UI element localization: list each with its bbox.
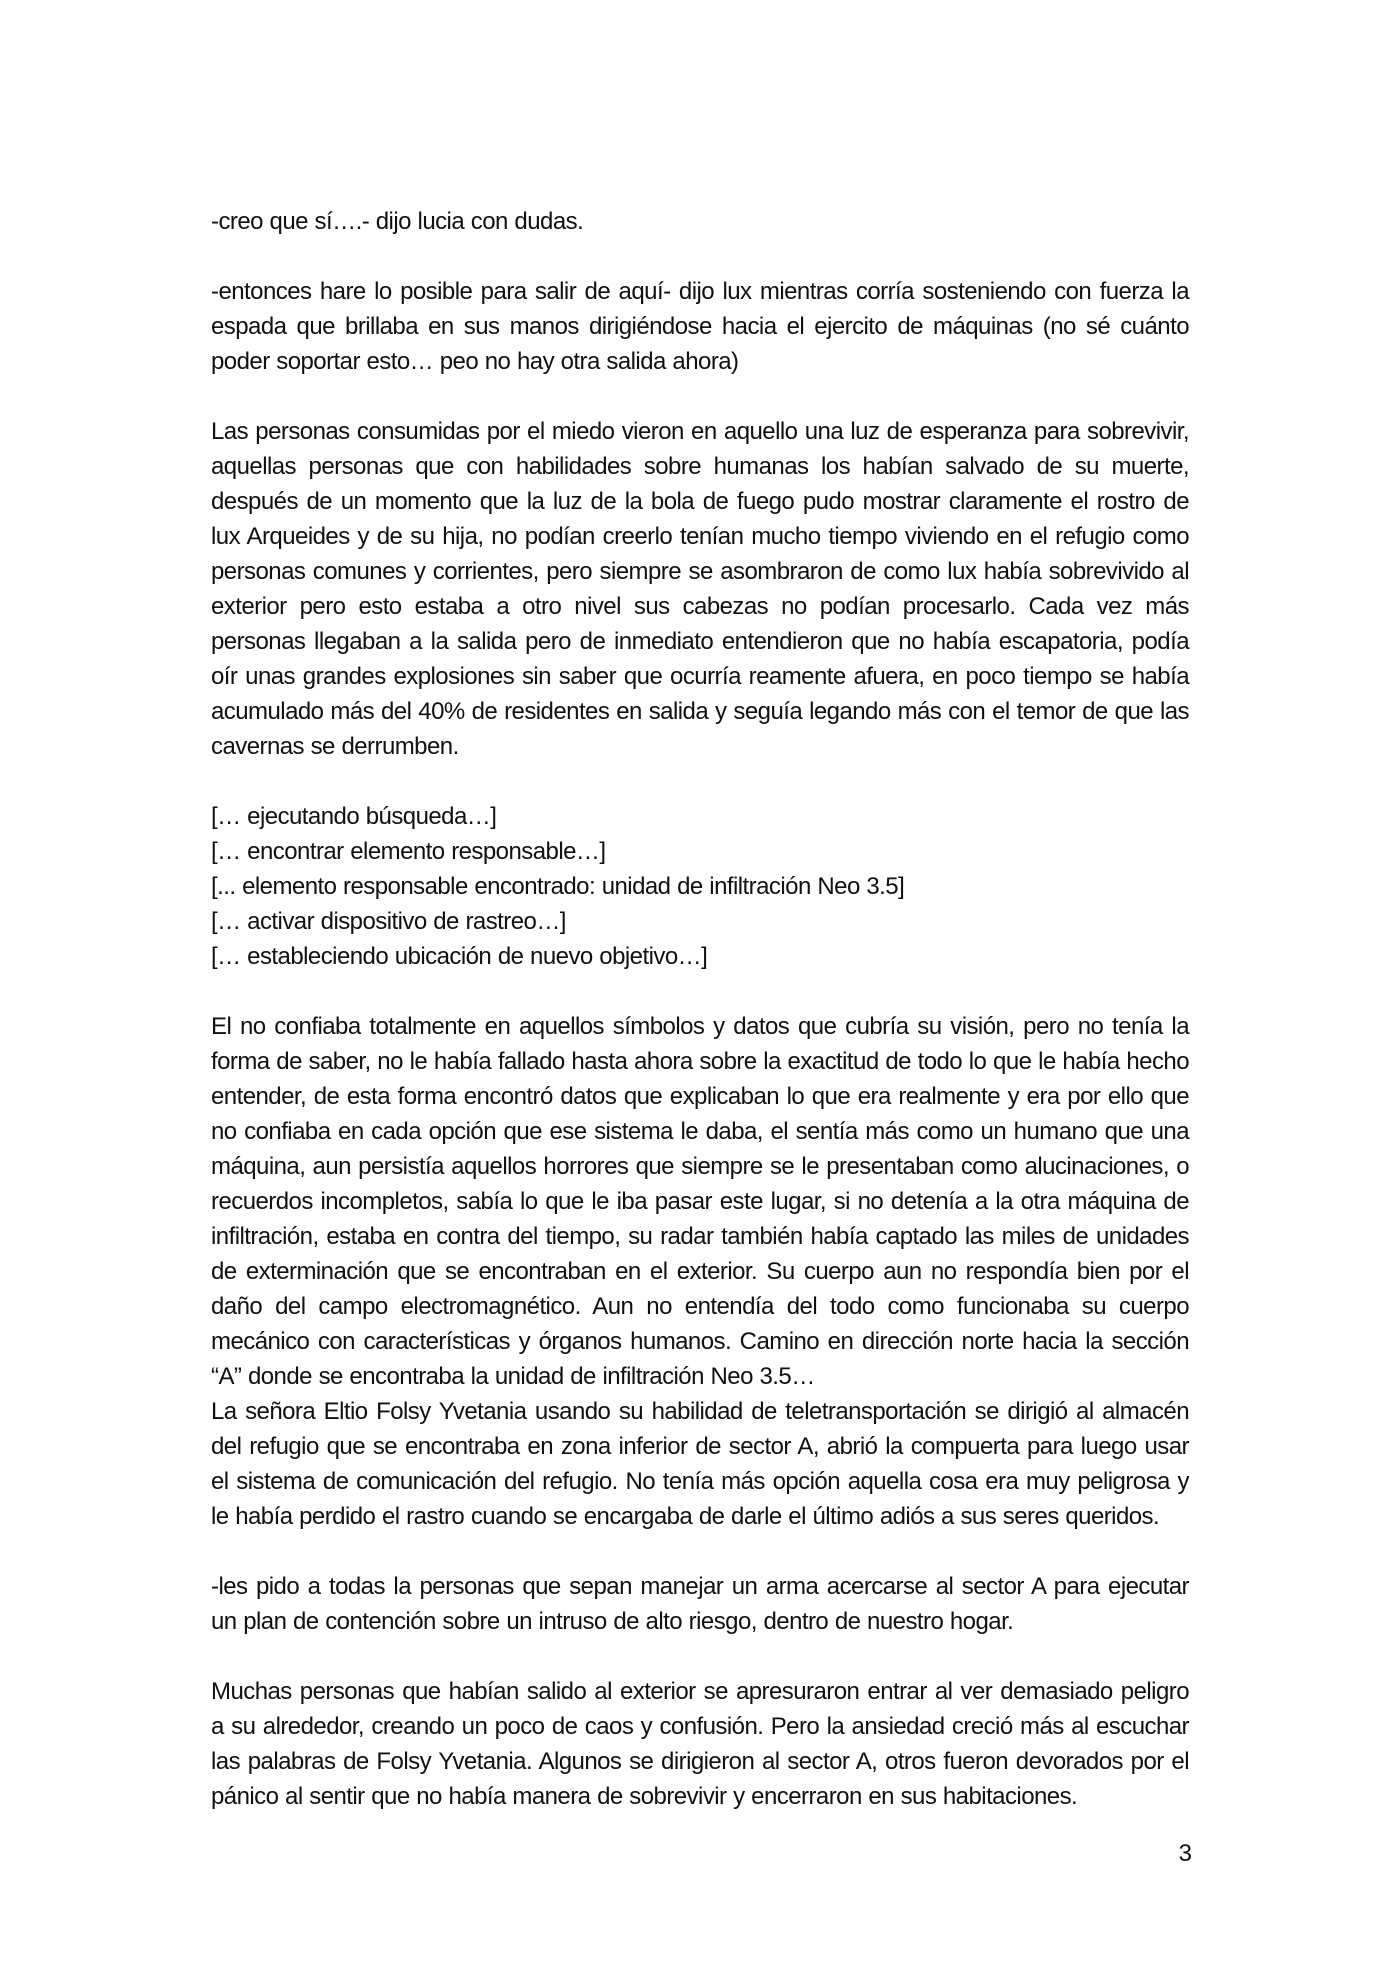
system-log-line: [… activar dispositivo de rastreo…] xyxy=(211,908,566,935)
narrative-paragraph: La señora Eltio Folsy Yvetania usando su habilidad de teletransportación se dirigió al almacén del refugio que se encontraba en zona inferior de sector A, abrió la compuerta para luego usar el sistema de comunicación del refugio. No tenía más opción aquella cosa era muy peligrosa y le había perdido el rastro cuando se encargaba de darle el último adiós a sus seres queridos. xyxy=(211,1398,1189,1530)
system-log-line: [… estableciendo ubicación de nuevo objetivo…] xyxy=(211,943,708,970)
dialogue-paragraph: -les pido a todas la personas que sepan manejar un arma acercarse al sector A para ejecutar un plan de contención sobre un intruso de alto riesgo, dentro de nuestro hogar. xyxy=(211,1573,1189,1635)
narrative-paragraph: Las personas consumidas por el miedo vieron en aquello una luz de esperanza para sobrevivir, aquellas personas que con habilidades sobre humanas los habían salvado de su muerte, después de un momento que la luz de la bola de fuego pudo mostrar claramente el rostro de lux Arqueides y de su hija, no podían creerlo tenían mucho tiempo viviendo en el refugio como personas comunes y corrientes, pero siempre se asombraron de como lux había sobrevivido al exterior pero esto estaba a otro nivel sus cabezas no podían procesarlo. Cada vez más personas llegaban a la salida pero de inmediato entendieron que no había escapatoria, podía oír unas grandes explosiones sin saber que ocurría reamente afuera, en poco tiempo se había acumulado más del 40% de residentes en salida y seguía legando más con el temor de que las cavernas se derrumben. xyxy=(211,418,1189,760)
page-number: 3 xyxy=(1178,1840,1192,1867)
system-log-line: [… encontrar elemento responsable…] xyxy=(211,838,606,865)
page-body xyxy=(211,204,1189,1814)
dialogue-paragraph: -creo que sí….- dijo lucia con dudas. xyxy=(211,208,584,235)
system-log-line: [... elemento responsable encontrado: unidad de infiltración Neo 3.5] xyxy=(211,873,905,900)
system-log-line: [… ejecutando búsqueda…] xyxy=(211,803,497,830)
narrative-paragraph: Muchas personas que habían salido al exterior se apresuraron entrar al ver demasiado peligro a su alrededor, creando un poco de caos y confusión. Pero la ansiedad creció más al escuchar las palabras de Folsy Yvetania. Algunos se dirigieron al sector A, otros fueron devorados por el pánico al sentir que no había manera de sobrevivir y encerraron en sus habitaciones. xyxy=(211,1678,1189,1810)
narrative-paragraph: El no confiaba totalmente en aquellos símbolos y datos que cubría su visión, pero no tenía la forma de saber, no le había fallado hasta ahora sobre la exactitud de todo lo que le había hecho entender, de esta forma encontró datos que explicaban lo que era realmente y era por ello que no confiaba en cada opción que ese sistema le daba, el sentía más como un humano que una máquina, aun persistía aquellos horrores que siempre se le presentaban como alucinaciones, o recuerdos incompletos, sabía lo que le iba pasar este lugar, si no detenía a la otra máquina de infiltración, estaba en contra del tiempo, su radar también había captado las miles de unidades de exterminación que se encontraban en el exterior. Su cuerpo aun no respondía bien por el daño del campo electromagnético. Aun no entendía del todo como funcionaba su cuerpo mecánico con características y órganos humanos. Camino en dirección norte hacia la sección “A” donde se encontraba la unidad de infiltración Neo 3.5… xyxy=(211,1013,1189,1390)
dialogue-paragraph: -entonces hare lo posible para salir de aquí- dijo lux mientras corría sosteniendo con fuerza la espada que brillaba en sus manos dirigiéndose hacia el ejercito de máquinas (no sé cuánto poder soportar esto… peo no hay otra salida ahora) xyxy=(211,278,1189,375)
